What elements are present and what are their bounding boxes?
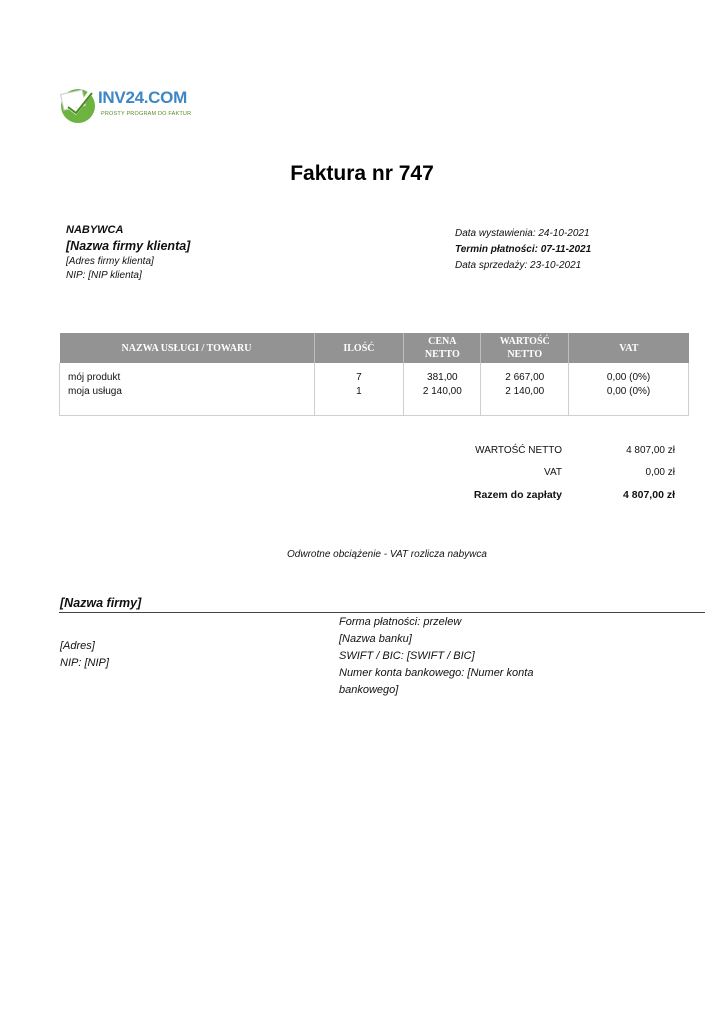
seller-nip: NIP: [NIP]: [60, 657, 109, 669]
item-vat: 0,00 (0%): [606, 386, 651, 397]
logo-check-icon: [58, 84, 100, 126]
item-qty: 7: [356, 372, 362, 383]
item-names-cell: [60, 363, 315, 416]
item-vat: 0,00 (0%): [606, 372, 651, 383]
divider: [59, 612, 705, 613]
bank-name: [Nazwa banku]: [339, 633, 412, 645]
item-price: 2 140,00: [422, 386, 462, 397]
item-vat-cell: [569, 363, 689, 416]
logo-text: INV24.COM: [98, 88, 187, 107]
buyer-name: [Nazwa firmy klienta]: [66, 239, 191, 253]
company-logo: [58, 82, 198, 130]
item-name: moja usługa: [68, 386, 122, 397]
grand-total-value: 4 807,00 zł: [623, 489, 675, 501]
header-price: CENA NETTO: [404, 333, 481, 363]
net-total-label: WARTOŚĆ NETTO: [475, 445, 562, 456]
item-value: 2 667,00: [505, 372, 545, 383]
table-header-row: [60, 333, 689, 363]
item-price: 381,00: [427, 372, 458, 383]
header-qty: ILOŚĆ: [314, 333, 404, 363]
bank-account: Numer konta bankowego: [Numer konta bankowego]: [339, 667, 534, 696]
reverse-charge-note: Odwrotne obciążenie - VAT rozlicza nabywca: [287, 549, 487, 560]
seller-address: [Adres]: [60, 640, 95, 652]
header-vat: VAT: [569, 333, 689, 363]
item-name: mój produkt: [68, 372, 121, 383]
net-total-row: [430, 445, 675, 467]
totals-block: [430, 445, 675, 511]
buyer-nip: NIP: [NIP klienta]: [66, 270, 142, 281]
vat-total-row: [430, 467, 675, 489]
item-value-cell: [481, 363, 569, 416]
payment-details: [339, 614, 569, 699]
item-value: 2 140,00: [505, 386, 545, 397]
items-table: [59, 333, 689, 416]
grand-total-label: Razem do zapłaty: [473, 489, 562, 501]
buyer-address: [Adres firmy klienta]: [66, 256, 154, 267]
issue-date: Data wystawienia: 24-10-2021: [455, 228, 590, 239]
due-date: Termin płatności: 07-11-2021: [455, 244, 592, 255]
sale-date: Data sprzedaży: 23-10-2021: [455, 260, 582, 271]
grand-total-row: [430, 489, 675, 511]
buyer-label: NABYWCA: [66, 224, 124, 236]
vat-total-value: 0,00 zł: [645, 467, 675, 478]
header-name: NAZWA USŁUGI / TOWARU: [60, 333, 315, 363]
seller-details: [60, 638, 109, 672]
swift-code: SWIFT / BIC: [SWIFT / BIC]: [339, 650, 475, 662]
buyer-block: [66, 224, 190, 281]
item-price-cell: [404, 363, 481, 416]
net-total-value: 4 807,00 zł: [626, 445, 675, 456]
logo-subtitle: PROSTY PROGRAM DO FAKTUR: [101, 111, 192, 117]
item-qty-cell: [314, 363, 404, 416]
invoice-dates: [455, 228, 591, 276]
table-row: [60, 363, 689, 416]
item-qty: 1: [356, 386, 362, 397]
vat-total-label: VAT: [544, 467, 562, 478]
invoice-title: Faktura nr 747: [290, 162, 434, 185]
seller-name: [Nazwa firmy]: [60, 596, 142, 610]
payment-method: Forma płatności: przelew: [339, 616, 462, 628]
header-value: WARTOŚĆ NETTO: [481, 333, 569, 363]
